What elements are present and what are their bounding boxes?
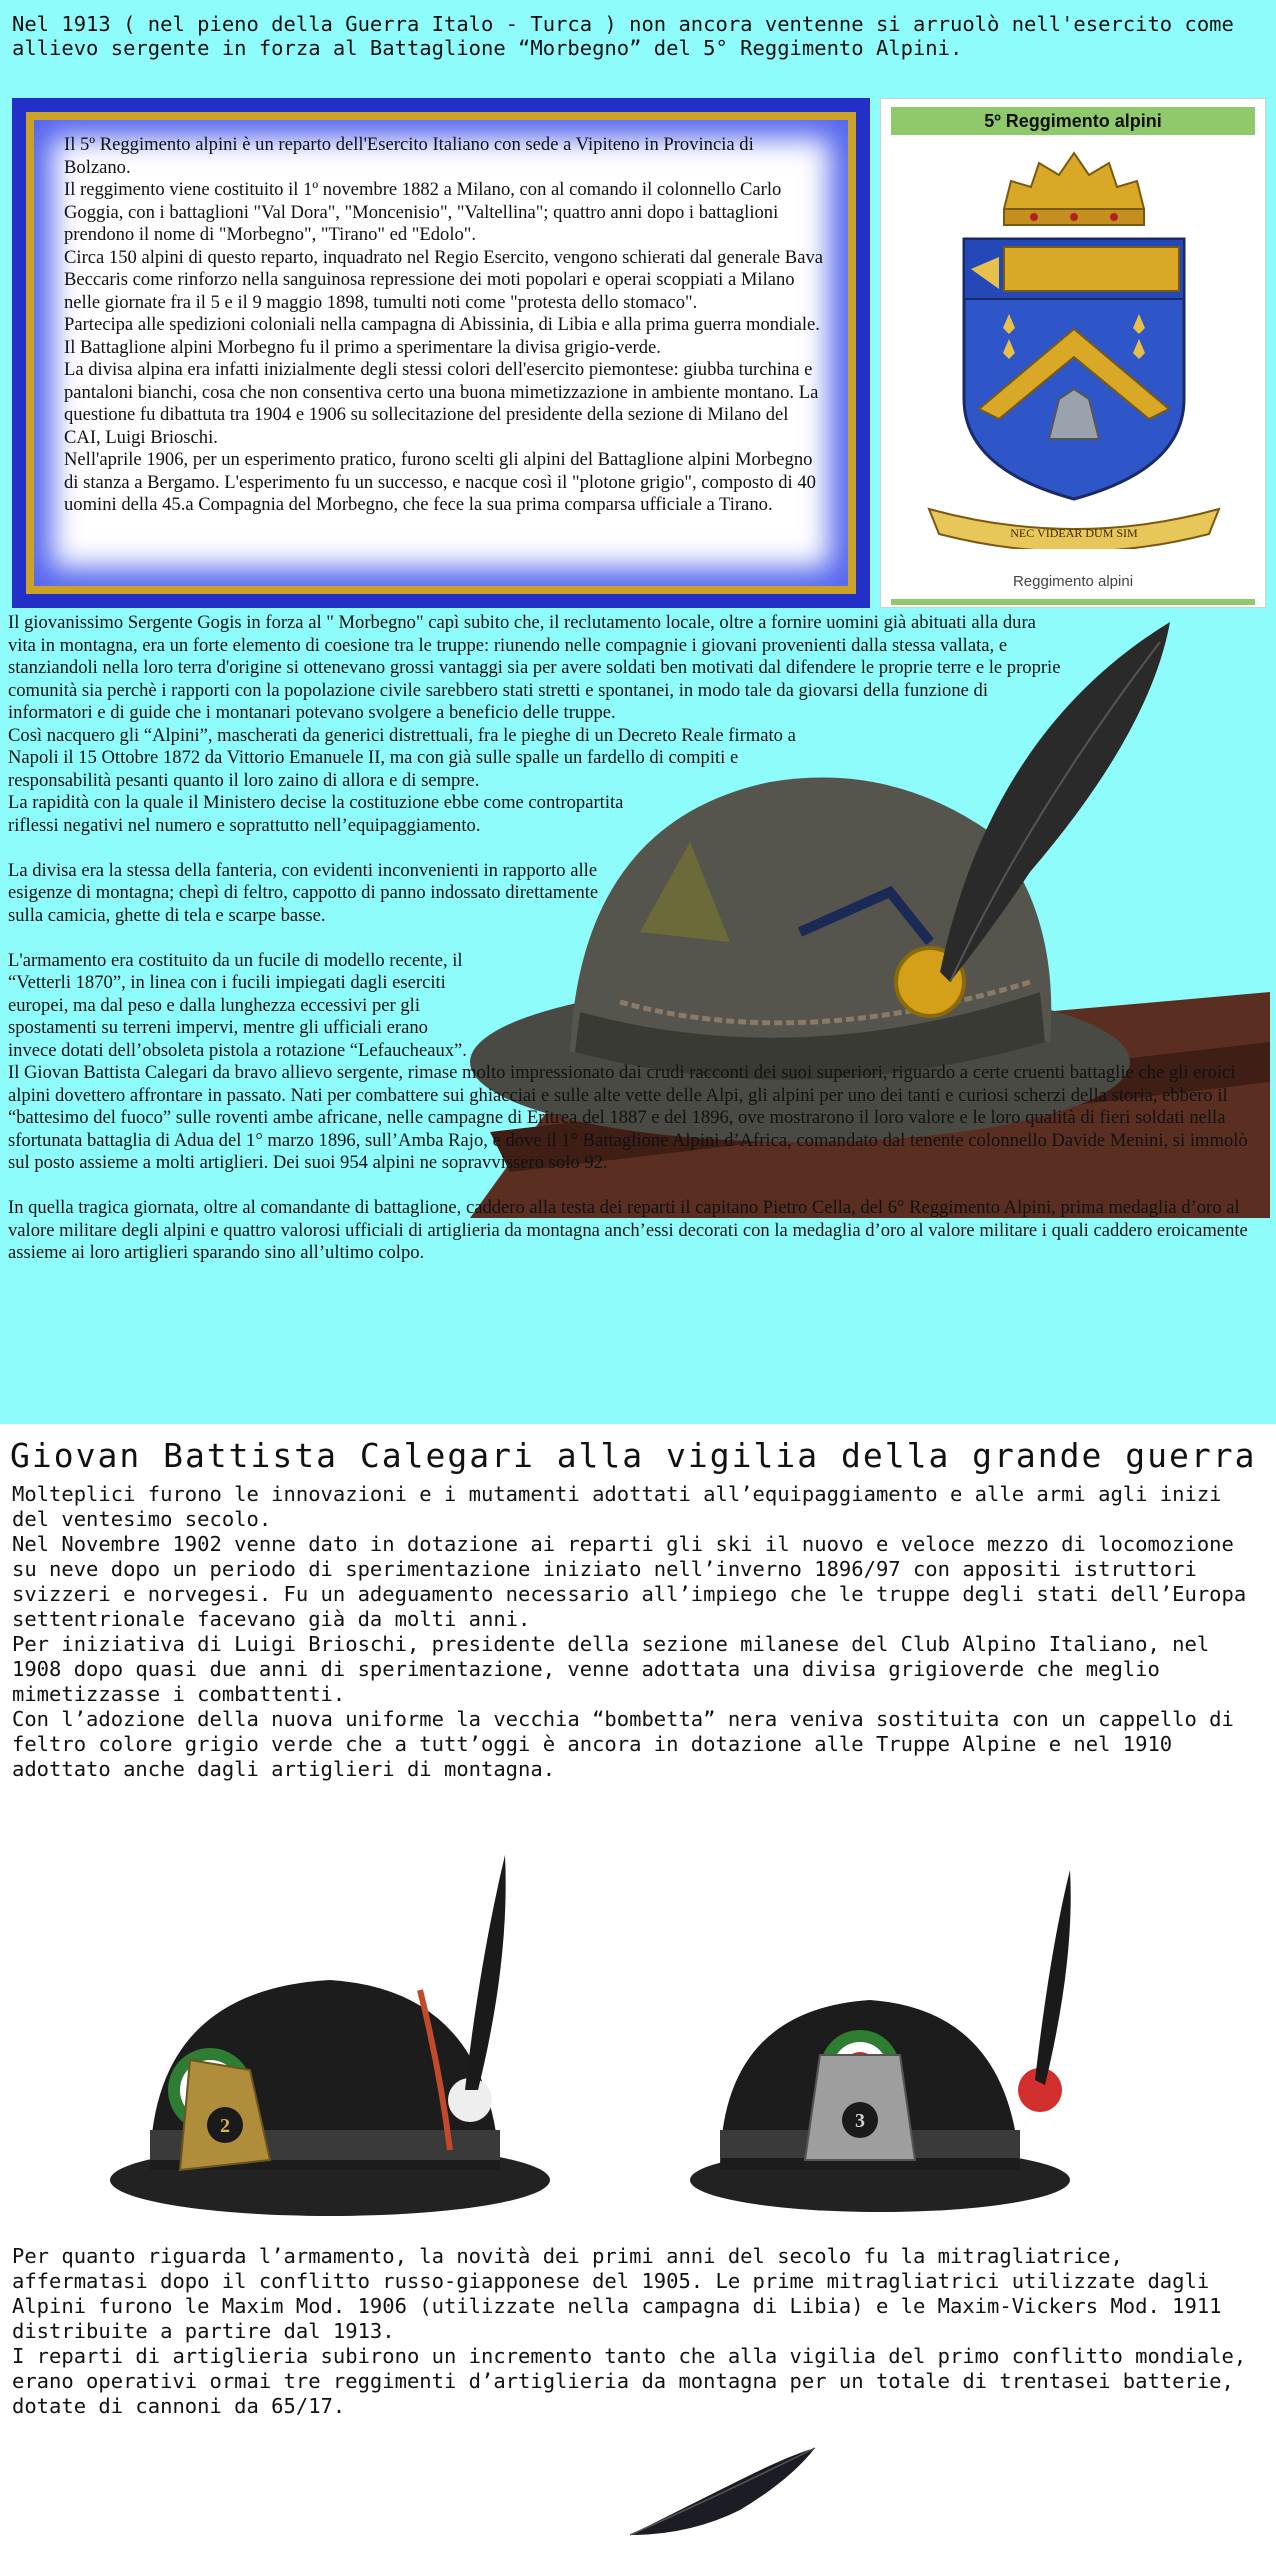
equipment-paragraph: Nel Novembre 1902 venne dato in dotazione ai reparti gli ski il nuovo e veloce mezzo di locomozione su neve dopo un periodo di sperimentazione iniziato nell’inverno 1896/97 con appositi istruttori svizzeri e norvegesi. Fu un adeguamento necessario all’impiego che le truppe degli stati dell’Europa settentrionale facevano già da molti anni. [12,1532,1247,1631]
feather-icon [1035,1870,1071,2085]
framed-paragraph: Il Battaglione alpini Morbegno fu il primo a sperimentare la divisa grigio-verde. [64,336,661,358]
equipment-paragraph: Molteplici furono le innovazioni e i mutamenti adottati all’equipaggiamento e alle armi agli inizi del ventesimo secolo. [12,1482,1222,1531]
intro-paragraph: Nel 1913 ( nel pieno della Guerra Italo - Turca ) non ancora ventenne si arruolò nell'esercito come allievo sergente in forza al Battaglione “Morbegno” del 5° Reggimento Alpini. [12,12,1234,60]
armament-paragraph: Per quanto riguarda l’armamento, la novità dei primi anni del secolo fu la mitragliatrice, affermatasi dopo il conflitto russo-giapponese del 1905. Le prime mitragliatrici utilizzate dagli Alpini furono le Maxim Mod. 1906 (utilizzate nella campagna di Libia) e le Maxim-Vickers Mod. 1911 distribuite a partire dal 1913. [12,2244,1222,2343]
coat-of-arms-motto: NEC VIDEAR DUM SIM [1010,526,1138,540]
intro-text [12,12,1262,60]
framed-paragraph: Nell'aprile 1906, per un esperimento pratico, furono scelti gli alpini del Battaglione alpini Morbegno di stanza a Bergamo. L'esperimento fu un successo, e nacque così il "plotone grigio", composto di 40 uomini della 45.a Compagnia del Morbegno, che fece la sua prima comparsa ufficiale a Tirano. [64,449,816,515]
shield-icon [964,239,1184,499]
history-section [8,612,1268,1265]
framed-box-text [64,134,824,517]
motto-ribbon [929,509,1219,549]
bowler-hat-right-icon [690,1870,1071,2212]
equipment-paragraph: Con l’adozione della nuova uniforme la vecchia “bombetta” nera veniva sostituita con un cappello di feltro colore grigio verde che a tutt’oggi è ancora in dotazione alle Truppe Alpine e nel 1910 adottato anche dagli artiglieri di montagna. [12,1707,1234,1781]
feather-icon [620,2440,820,2540]
equipment-paragraph: Per iniziativa di Luigi Brioschi, presidente della sezione milanese del Club Alpino Italiano, nel 1908 dopo quasi due anni di sperimentazione, venne adottata una divisa grigioverde che meglio mimetizzasse i combattenti. [12,1632,1210,1706]
history-paragraph: Così nacquero gli “Alpini”, mascherati da generici distrettuali, fra le pieghe di un Decreto Reale firmato a Napoli il 15 Ottobre 1872 da Vittorio Emanuele II, ma con già sulle spalle un fardello di compiti e responsabilità pesanti quanto il loro zaino di allora e di sempre. [8,724,796,791]
section-heading: Giovan Battista Calegari alla vigilia della grande guerra [10,1436,1257,1475]
crown-icon [1004,153,1144,225]
framed-paragraph: La divisa alpina era infatti inizialmente degli stessi colori dell'esercito piemontese: giubba turchina e pantaloni bianchi, cosa che non consentiva certo una buona mimetizzazione in ambiente montano. La questione fu dibattuta tra 1904 e 1906 su sollecitazione del presidente della sezione di Milano del CAI, Luigi Brioschi. [64,359,819,448]
history-paragraph: La divisa era la stessa della fanteria, con evidenti inconvenienti in rapporto alle esigenze di montagna; chepì di feltro, cappotto di panno indossato direttamente sulla camicia, ghette di tela e scarpe basse. [8,859,599,926]
equipment-section [12,1482,1264,1782]
bowler-hat-left-icon [110,1855,550,2216]
coat-of-arms-image [909,139,1239,549]
framed-paragraph: Partecipa alle spedizioni coloniali nella campagna di Abissinia, di Libia e alla prima guerra mondiale. [64,314,820,335]
history-paragraph: La rapidità con la quale il Ministero decise la costituzione ebbe come contropartita riflessi negativi nel numero e soprattutto nell’equipaggiamento. [8,792,624,836]
hat-number-right: 3 [855,2110,865,2132]
hat-number-left: 2 [220,2115,230,2137]
history-paragraph: Il giovanissimo Sergente Gogis in forza al " Morbegno" capì subito che, il reclutamento locale, oltre a fornire uomini già abituati alla dura vita in montagna, era un forte elemento di coesione tra le truppe: riunendo nelle compagnie i giovani provenienti dalla stessa vallata, e stanziandoli nella loro terra d'origine si ottenevano grossi vantaggi sia per avere soldati ben motivati dal difendere le proprie terre e le proprie comunità sia perchè i rapporti con la popolazione civile sarebbero stati stretti e spontanei, in modo tale da giovarsi della funzione di informatori e di guide che i montanari potevano svolgere a beneficio delle truppe. [8,612,1061,723]
feather-icon [465,1855,506,2090]
armament-paragraph: I reparti di artiglieria subirono un incremento tanto che alla vigilia del primo conflitto mondiale, erano operativi ormai tre reggimenti d’artiglieria da montagna per un totale di trentasei batterie, dotate di cannoni da 65/17. [12,2344,1247,2418]
bowler-hats-photo [0,1840,1276,2240]
armament-section [12,2244,1264,2419]
history-paragraph: L'armamento era costituito da un fucile di modello recente, il “Vetterli 1870”, in linea con i fucili impiegati dagli eserciti europei, ma dal peso e dalla lunghezza eccessivi per gli spostamenti su terreni impervi, mentre gli ufficiali erano invece dotati dell’obsoleta pistola a rotazione “Lefaucheaux”. [8,949,467,1061]
framed-paragraph: Circa 150 alpini di questo reparto, inquadrato nel Regio Esercito, vengono schierati dal generale Bava Beccaris come rinforzo nella sanguinosa repressione dei moti popolari e operai scoppiati a Milano nelle giornate fra il 5 e il 9 maggio 1898, tumulti noti come "protesta dello stomaco". [64,246,823,313]
infobox-caption: Reggimento alpini [1012,573,1134,590]
infobox-title: 5º Reggimento alpini [891,107,1255,135]
framed-paragraph: Il 5º Reggimento alpini è un reparto dell'Esercito Italiano con sede a Vipiteno in Provincia di Bolzano. [64,134,754,178]
framed-text-box [12,98,870,608]
framed-paragraph: Il reggimento viene costituito il 1º novembre 1882 a Milano, con al comando il colonnello Carlo Goggia, con i battaglioni "Val Dora", "Moncenisio", "Valtellina"; quattro anni dopo i battaglioni prendono il nome di "Morbegno", "Tirano" ed "Edolo". [64,179,782,245]
history-paragraph: Il Giovan Battista Calegari da bravo allievo sergente, rimase molto impressionato dai crudi racconti dei suoi superiori, riguardo a certe cruenti battaglie che gli eroici alpini dovettero affrontare in passato. Nati per combattere sui ghiacciai e sulle alte vette delle Alpi, gli alpini per uno dei tanti e curiosi scherzi della storia, ebbero il “battesimo del fuoco” sulle roventi ambe africane, nelle campagne di Eritrea del 1887 e del 1896, ove mostrarono il loro valore e le loro qualità di fieri soldati nella sfortunata battaglia di Adua del 1° marzo 1896, sull’Amba Rajo, e dove il 1° Battaglione Alpini d’Africa, comandato dal tenente colonnello Davide Menini, si immolò sul posto assieme a molti artiglieri. Dei suoi 954 alpini ne sopravvissero solo 92. [8,1062,1248,1173]
regiment-infobox [880,98,1266,608]
history-paragraph: In quella tragica giornata, oltre al comandante di battaglione, caddero alla testa dei reparti il capitano Pietro Cella, del 6° Reggimento Alpini, prima medaglia d’oro al valore militare degli alpini e quattro valorosi ufficiali di artiglieria da montagna anch’essi decorati con la medaglia d’oro al valore militare i quali caddero eroicamente assieme ai loro artiglieri sparando sino all’ultimo colpo. [8,1197,1248,1263]
